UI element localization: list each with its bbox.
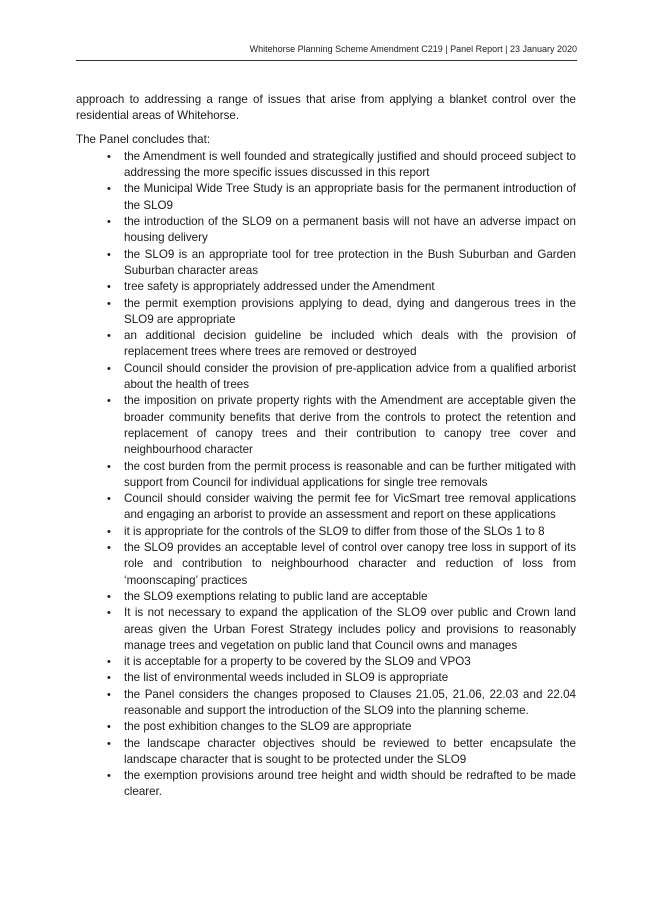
bullet-icon: • [107, 590, 111, 603]
conclusion-text: the introduction of the SLO9 on a permanent basis will not have an adverse impact on housing delivery [124, 215, 576, 245]
list-item [76, 149, 576, 182]
conclusion-text: the landscape character objectives should be reviewed to better encapsulate the landscape character that is sought to be protected under the SLO9 [124, 736, 576, 766]
list-item [76, 279, 576, 295]
list-item [76, 540, 576, 589]
conclusion-text: the exemption provisions around tree height and width should be redrafted to be made clearer. [124, 769, 576, 799]
bullet-icon: • [107, 183, 111, 196]
conclusion-text: the Municipal Wide Tree Study is an appropriate basis for the permanent introduction of the SLO9 [124, 182, 576, 212]
list-item [76, 524, 576, 540]
report-body [76, 92, 576, 801]
conclusion-text: Council should consider the provision of pre-application advice from a qualified arborist about the health of trees [124, 361, 576, 392]
conclusion-text: the SLO9 provides an acceptable level of control over canopy tree loss in support of its role and contribution to neighbourhood character and reduction of loss from ‘moonscaping’ practices [124, 541, 576, 587]
list-item [76, 181, 576, 214]
bullet-icon: • [107, 770, 111, 783]
conclusion-text: an additional decision guideline be included which deals with the provision of replacement trees where trees are removed or destroyed [124, 329, 576, 359]
list-item [76, 687, 576, 720]
conclusion-text: the SLO9 exemptions relating to public land are acceptable [124, 589, 428, 603]
list-item [76, 328, 576, 361]
conclusion-text: the SLO9 is an appropriate tool for tree protection in the Bush Suburban and Garden Suburban character areas [124, 247, 576, 277]
opening-paragraph: approach to addressing a range of issues that arise from applying a blanket control over the residential areas of Whitehorse. [76, 93, 576, 123]
conclusion-text: Council should consider waiving the permit fee for VicSmart tree removal applications and engaging an arborist to provide an assessment and report on these applications [124, 492, 576, 522]
bullet-icon: • [107, 607, 111, 620]
bullet-icon: • [107, 672, 111, 685]
bullet-icon: • [107, 281, 111, 294]
list-item [76, 589, 576, 605]
conclusion-text: It is not necessary to expand the application of the SLO9 over public and Crown land areas given the Urban Forest Strategy includes policy and provisions to reasonably manage trees and vegetation on public land that Council owns and manages [124, 606, 576, 652]
bullet-icon: • [107, 297, 111, 310]
list-item [76, 247, 576, 280]
bullet-icon: • [107, 737, 111, 750]
bullet-icon: • [107, 150, 111, 163]
list-item [76, 214, 576, 247]
list-item [76, 768, 576, 801]
conclusion-text: the post exhibition changes to the SLO9 are appropriate [124, 720, 412, 734]
bullet-icon: • [107, 216, 111, 229]
conclusion-text: it is appropriate for the controls of the SLO9 to differ from those of the SLOs 1 to 8 [124, 524, 545, 538]
page-header [76, 42, 577, 61]
conclusions-intro: The Panel concludes that: [76, 132, 211, 146]
conclusion-text: the imposition on private property rights with the Amendment are acceptable given the broader community benefits that derive from the controls to protect the retention and replacement of canopy trees and their contribution to canopy tree cover and neighbourhood character [124, 394, 576, 457]
list-item [76, 719, 576, 735]
bullet-icon: • [107, 493, 111, 506]
conclusion-text: the Amendment is well founded and strategically justified and should proceed subject to addressing the more specific issues discussed in this report [124, 149, 576, 180]
bullet-icon: • [107, 330, 111, 343]
list-item [76, 296, 576, 329]
conclusion-text: the Panel considers the changes proposed to Clauses 21.05, 21.06, 22.03 and 22.04 reasonable and support the introduction of the SLO9 into the planning scheme. [124, 687, 576, 717]
header-text: Whitehorse Planning Scheme Amendment C219 | Panel Report | 23 January 2020 [249, 44, 577, 54]
list-item [76, 654, 576, 670]
bullet-icon: • [107, 688, 111, 701]
list-item [76, 605, 576, 654]
list-item [76, 459, 576, 492]
bullet-icon: • [107, 656, 111, 669]
conclusion-text: the list of environmental weeds included in SLO9 is appropriate [124, 671, 449, 685]
list-item [76, 361, 576, 394]
bullet-icon: • [107, 721, 111, 734]
conclusions-list [76, 149, 576, 801]
list-item [76, 670, 576, 686]
conclusion-text: the cost burden from the permit process is reasonable and can be further mitigated with support from Council for individual applications for single tree removals [124, 459, 576, 489]
bullet-icon: • [107, 542, 111, 555]
bullet-icon: • [107, 460, 111, 473]
conclusion-text: the permit exemption provisions applying to dead, dying and dangerous trees in the SLO9 are appropriate [124, 296, 576, 326]
list-item [76, 491, 576, 524]
bullet-icon: • [107, 362, 111, 375]
bullet-icon: • [107, 248, 111, 261]
conclusion-text: tree safety is appropriately addressed under the Amendment [124, 280, 435, 294]
list-item [76, 393, 576, 458]
bullet-icon: • [107, 395, 111, 408]
conclusion-text: it is acceptable for a property to be covered by the SLO9 and VPO3 [124, 655, 471, 669]
bullet-icon: • [107, 525, 111, 538]
list-item [76, 736, 576, 769]
